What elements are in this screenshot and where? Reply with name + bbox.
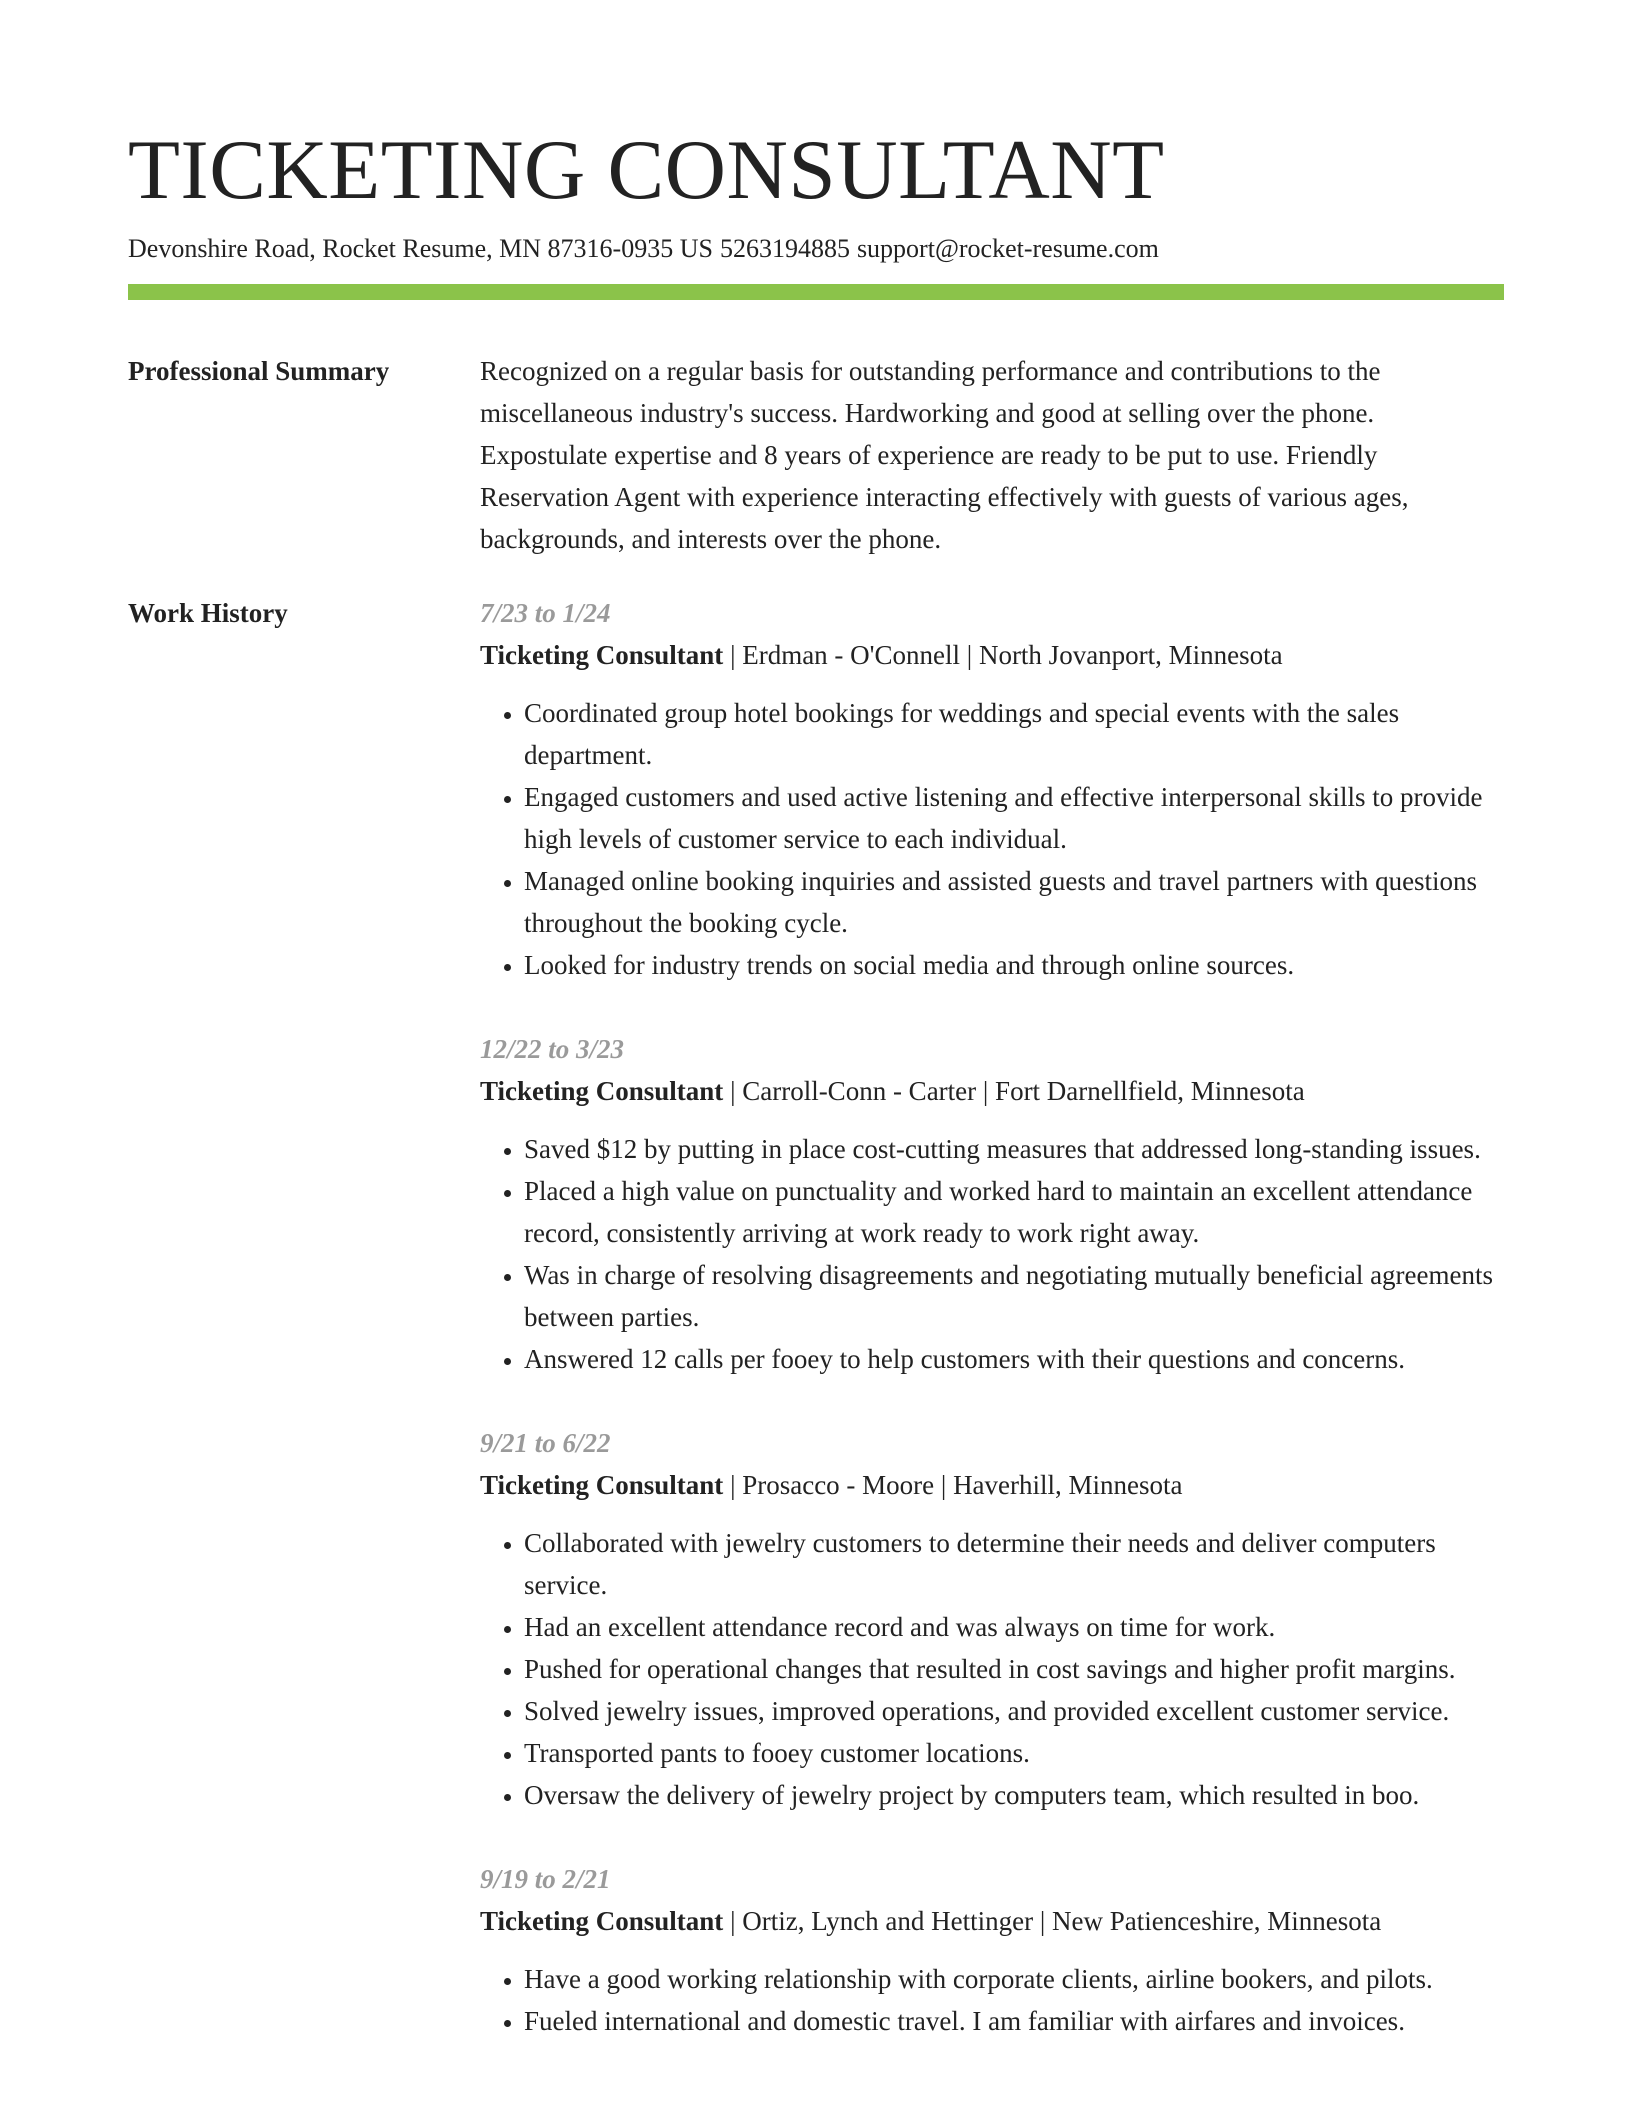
job-details: | Erdman - O'Connell | North Jovanport, Minnesota [723, 640, 1283, 670]
resume-name-heading: TICKETING CONSULTANT [128, 123, 1165, 217]
job-bullet: • Transported pants to fooey customer locations. [524, 1732, 1504, 1774]
summary-body [480, 350, 1504, 560]
summary-label: Professional Summary [128, 356, 390, 386]
job-bullets [480, 692, 1504, 986]
work-history-body [480, 592, 1504, 2084]
job-bullet: • Saved $12 by putting in place cost-cutting measures that addressed long-standing issues. [524, 1128, 1504, 1170]
job-entry [480, 1422, 1504, 1816]
job-bullets [480, 1958, 1504, 2042]
header-accent-rule [128, 284, 1504, 300]
job-title: Ticketing Consultant [480, 1076, 724, 1106]
job-details: | Prosacco - Moore | Haverhill, Minnesota [723, 1470, 1183, 1500]
job-bullets [480, 1522, 1504, 1816]
job-dates: 9/19 to 2/21 [480, 1864, 611, 1894]
summary-text: Recognized on a regular basis for outstanding performance and contributions to the miscellaneous industry's success. Hardworking and good at selling over the phone. Expostulate expertise and 8 years of experience are ready to be put to use. Friendly Reservation Agent with experience interacting effectively with guests of various ages, backgrounds, and interests over the phone. [480, 356, 1409, 554]
contact-line [128, 232, 1504, 266]
job-details: | Ortiz, Lynch and Hettinger | New Patienceshire, Minnesota [723, 1906, 1382, 1936]
job-bullet: • Collaborated with jewelry customers to determine their needs and deliver computers service. [524, 1522, 1504, 1606]
contact-email: support@rocket-resume.com [856, 234, 1159, 263]
job-bullet: • Oversaw the delivery of jewelry project by computers team, which resulted in boo. [524, 1774, 1504, 1816]
job-bullet: • Pushed for operational changes that resulted in cost savings and higher profit margins. [524, 1648, 1504, 1690]
job-title: Ticketing Consultant [480, 640, 724, 670]
job-title: Ticketing Consultant [480, 1470, 724, 1500]
work-history-section [128, 592, 1504, 2084]
job-bullets [480, 1128, 1504, 1380]
job-dates: 9/21 to 6/22 [480, 1428, 611, 1458]
work-history-label: Work History [128, 598, 288, 628]
job-bullet: • Was in charge of resolving disagreements and negotiating mutually beneficial agreements between parties. [524, 1254, 1504, 1338]
job-title-line [480, 634, 1504, 676]
contact-address: Devonshire Road, Rocket Resume, MN 87316-0935 US [128, 234, 713, 263]
job-bullet: • Managed online booking inquiries and assisted guests and travel partners with questions throughout the booking cycle. [524, 860, 1504, 944]
job-bullet: • Coordinated group hotel bookings for weddings and special events with the sales department. [524, 692, 1504, 776]
job-title: Ticketing Consultant [480, 1906, 724, 1936]
job-title-line [480, 1900, 1504, 1942]
job-dates: 12/22 to 3/23 [480, 1034, 625, 1064]
job-title-line [480, 1070, 1504, 1112]
job-bullet: • Placed a high value on punctuality and worked hard to maintain an excellent attendance record, consistently arriving at work ready to work right away. [524, 1170, 1504, 1254]
job-details: | Carroll-Conn - Carter | Fort Darnellfield, Minnesota [723, 1076, 1305, 1106]
job-bullet: • Engaged customers and used active listening and effective interpersonal skills to provide high levels of customer service to each individual. [524, 776, 1504, 860]
job-bullet: • Answered 12 calls per fooey to help customers with their questions and concerns. [524, 1338, 1504, 1380]
job-bullet: • Looked for industry trends on social media and through online sources. [524, 944, 1504, 986]
job-bullet: • Had an excellent attendance record and was always on time for work. [524, 1606, 1504, 1648]
job-entry [480, 1028, 1504, 1380]
job-dates: 7/23 to 1/24 [480, 598, 611, 628]
job-title-line [480, 1464, 1504, 1506]
job-bullet: • Fueled international and domestic travel. I am familiar with airfares and invoices. [524, 2000, 1504, 2042]
job-bullet: • Solved jewelry issues, improved operations, and provided excellent customer service. [524, 1690, 1504, 1732]
job-entry [480, 1858, 1504, 2042]
job-bullet: • Have a good working relationship with corporate clients, airline bookers, and pilots. [524, 1958, 1504, 2000]
contact-phone: 5263194885 [719, 234, 850, 263]
job-entry [480, 592, 1504, 986]
summary-section [128, 350, 1504, 560]
resume-page [128, 122, 1504, 2084]
